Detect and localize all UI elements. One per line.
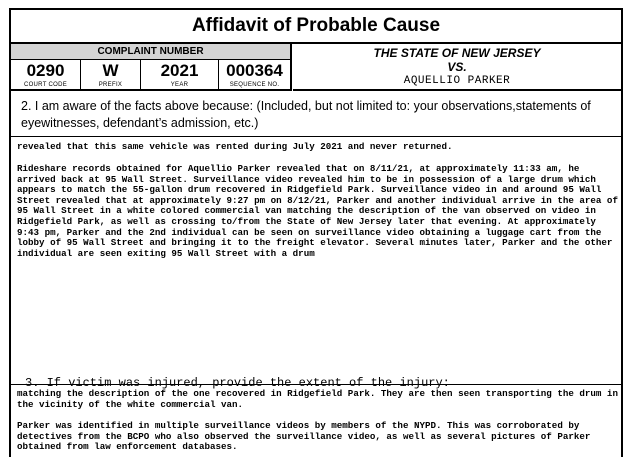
paragraph-vehicle-rental: revealed that this same vehicle was rented during July 2021 and never returned. xyxy=(17,141,453,152)
case-parties xyxy=(293,44,621,91)
prefix-label: PREFIX xyxy=(98,82,123,88)
section-divider xyxy=(11,384,621,385)
versus-label: VS. xyxy=(447,60,467,74)
affidavit-form xyxy=(9,8,623,457)
complaint-number-header: COMPLAINT NUMBER xyxy=(11,44,290,60)
sequence-value: 000364 xyxy=(226,61,283,80)
form-title: Affidavit of Probable Cause xyxy=(11,10,621,44)
prefix-value: W xyxy=(102,61,119,80)
court-code-cell xyxy=(11,60,81,90)
defendant-name: AQUELLIO PARKER xyxy=(403,75,511,87)
court-code-value: 0290 xyxy=(26,61,65,80)
year-value: 2021 xyxy=(160,61,199,80)
paragraph-nypd-identification: Parker was identified in multiple surveillance videos by members of the NYPD. This was corroborated by detectives from the BCPO who also observed the surveillance video, as well as several pictures of Parker obtained from law enforcement databases. xyxy=(17,420,596,453)
sequence-label: SEQUENCE NO. xyxy=(229,82,280,88)
section-divider xyxy=(11,136,621,137)
paragraph-rideshare-records: Rideshare records obtained for Aquellio Parker revealed that on 8/11/21, at approximately 11:33 am, he arrived back at 95 Wall Street. Surveillance video revealed him to be in possession of a large drum which appears to match the 55-gallon drum recovered in Ridgefield Park. Surveillance video in and around 95 Wall Street revealed that at approximately 9:27 pm on 8/12/21, Parker and another individual arrive in the area of 95 Wall Street in a white colored commercial van matching the description of the van observed on video in Ridgefield Park, as well as crossing to/from the State of New Jersey later that evening. At approximately 9:43 pm, Parker and the 2nd individual can be seen on surveillance video obtaining a luggage cart from the lobby of 95 Wall Street and bringing it to the freight elevator. Several minutes later, Parker and the other individual are seen exiting 95 Wall Street with a drum xyxy=(17,163,624,259)
sequence-cell xyxy=(219,60,290,90)
year-cell xyxy=(141,60,219,90)
question-3-prompt: 3. If victim was injured, provide the extent of the injury: xyxy=(25,376,450,390)
complaint-number-cells xyxy=(11,60,290,90)
complaint-number-box xyxy=(11,44,292,91)
question-2-prompt: 2. I am aware of the facts above because: (Included, but not limited to: your observations,statements of eyewitnesses, defendant’s admission, etc.) xyxy=(21,99,591,130)
prefix-cell xyxy=(81,60,141,90)
year-label: YEAR xyxy=(170,82,189,88)
state-name: THE STATE OF NEW JERSEY xyxy=(373,46,541,60)
paragraph-drum-transport: matching the description of the one recovered in Ridgefield Park. They are then seen transporting the drum in the vicinity of the white commercial van. xyxy=(17,388,624,410)
court-code-label: COURT CODE xyxy=(23,82,68,88)
